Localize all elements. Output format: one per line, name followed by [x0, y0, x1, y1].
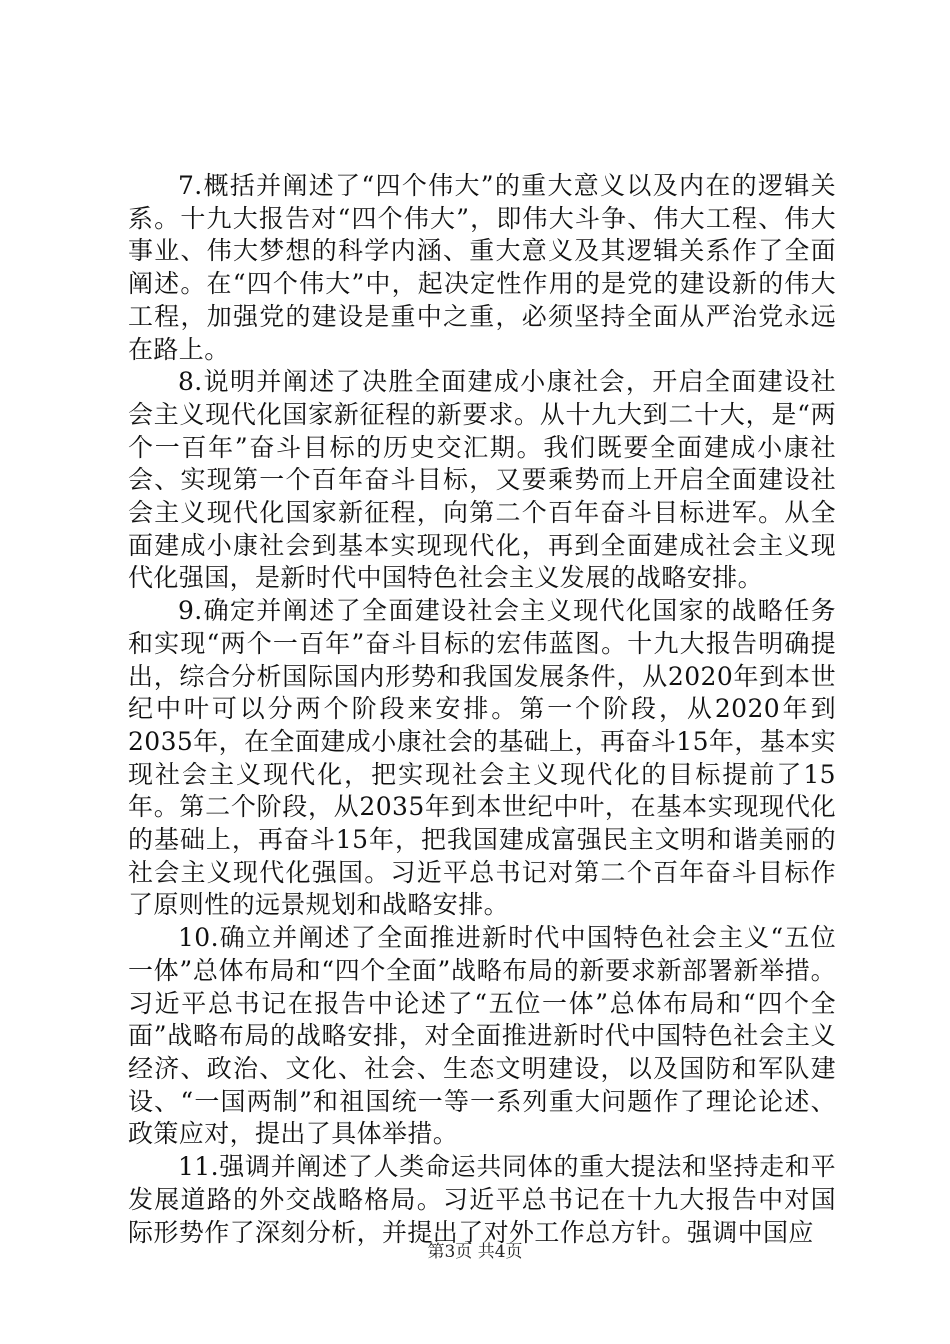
paragraph-11: 11.强调并阐述了人类命运共同体的重大提法和坚持走和平发展道路的外交战略格局。习近平总书记在十九大报告中对国际形势作了深刻分析，并提出了对外工作总方针。强调中国应 [128, 1152, 836, 1247]
document-body [128, 170, 836, 1249]
paragraph-9: 9.确定并阐述了全面建设社会主义现代化国家的战略任务和实现“两个一百年”奋斗目标的宏伟蓝图。十九大报告明确提出，综合分析国际国内形势和我国发展条件，从2020年到本世纪中叶可以分两个阶段来安排。第一个阶段，从2020年到2035年，在全面建成小康社会的基础上，再奋斗15年，基本实现社会主义现代化，把实现社会主义现代化的目标提前了15年。第二个阶段，从2035年到本世纪中叶，在基本实现现代化的基础上，再奋斗15年，把我国建成富强民主文明和谐美丽的社会主义现代化强国。习近平总书记对第二个百年奋斗目标作了原则性的远景规划和战略安排。 [128, 596, 836, 920]
page-footer: 第3页 共4页 [427, 1242, 523, 1262]
paragraph-10: 10.确立并阐述了全面推进新时代中国特色社会主义“五位一体”总体布局和“四个全面”战略布局的新要求新部署新举措。习近平总书记在报告中论述了“五位一体”总体布局和“四个全面”战略布局的战略安排，对全面推进新时代中国特色社会主义经济、政治、文化、社会、生态文明建设，以及国防和军队建设、“一国两制”和祖国统一等一系列重大问题作了理论论述、政策应对，提出了具体举措。 [128, 923, 836, 1149]
paragraph-8: 8.说明并阐述了决胜全面建成小康社会，开启全面建设社会主义现代化国家新征程的新要求。从十九大到二十大，是“两个一百年”奋斗目标的历史交汇期。我们既要全面建成小康社会、实现第一个百年奋斗目标，又要乘势而上开启全面建设社会主义现代化国家新征程，向第二个百年奋斗目标进军。从全面建成小康社会到基本实现现代化，再到全面建成社会主义现代化强国，是新时代中国特色社会主义发展的战略安排。 [128, 367, 836, 593]
paragraph-7: 7.概括并阐述了“四个伟大”的重大意义以及内在的逻辑关系。十九大报告对“四个伟大”，即伟大斗争、伟大工程、伟大事业、伟大梦想的科学内涵、重大意义及其逻辑关系作了全面阐述。在“四个伟大”中，起决定性作用的是党的建设新的伟大工程，加强党的建设是重中之重，必须坚持全面从严治党永远在路上。 [128, 171, 836, 364]
